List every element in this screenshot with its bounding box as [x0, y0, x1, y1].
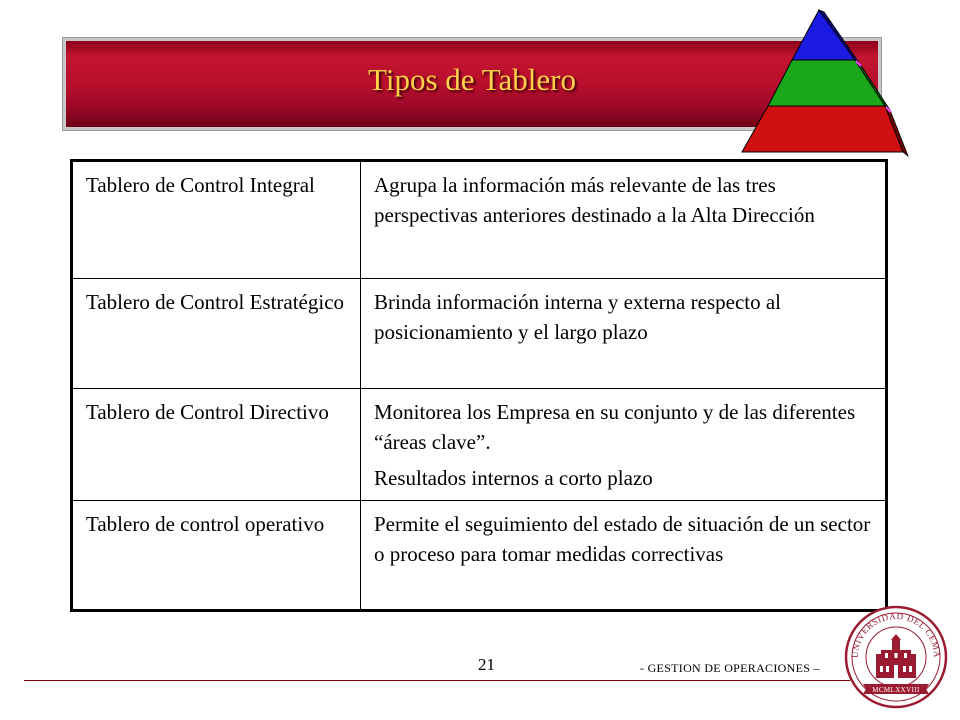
description-paragraph: Permite el seguimiento del estado de situación de un sector o proceso para tomar medidas correctivas: [374, 512, 871, 566]
dashboard-types-table: [70, 159, 888, 612]
table-row: [72, 279, 887, 389]
table-cell-description: [361, 501, 887, 611]
seal-top-text: UNIVERSIDAD DEL CEMA: [849, 610, 943, 659]
description-paragraph: Brinda información interna y externa respecto al posicionamiento y el largo plazo: [374, 290, 781, 344]
university-seal-logo: [843, 604, 949, 710]
pyramid-graphic: [738, 4, 914, 160]
footer-divider: [24, 680, 850, 681]
description-paragraph: Agrupa la información más relevante de las tres perspectivas anteriores destinado a la Alta Dirección: [374, 173, 815, 227]
page-number: 21: [478, 655, 495, 674]
table-cell-type: Tablero de Control Directivo: [72, 389, 361, 501]
pyramid-middle-tier: [768, 60, 885, 106]
table-cell-type: Tablero de Control Estratégico: [72, 279, 361, 389]
pyramid-top-tier: [792, 10, 855, 60]
description-paragraph: Resultados internos a corto plazo: [374, 466, 653, 490]
table-row: [72, 161, 887, 279]
table-cell-description: [361, 389, 887, 501]
table-cell-description: [361, 161, 887, 279]
footer-course-label: - GESTION DE OPERACIONES –: [640, 661, 820, 675]
table-row: [72, 501, 887, 611]
table-row: [72, 389, 887, 501]
table-cell-description: [361, 279, 887, 389]
description-paragraph: Monitorea los Empresa en su conjunto y de las diferentes “áreas clave”.: [374, 400, 856, 454]
slide-title: Tipos de Tablero: [368, 62, 576, 97]
pyramid-base-tier: [742, 106, 903, 152]
seal-banner-text: MCMLXXVIII: [872, 686, 920, 694]
table-cell-type: Tablero de control operativo: [72, 501, 361, 611]
table-cell-type: Tablero de Control Integral: [72, 161, 361, 279]
